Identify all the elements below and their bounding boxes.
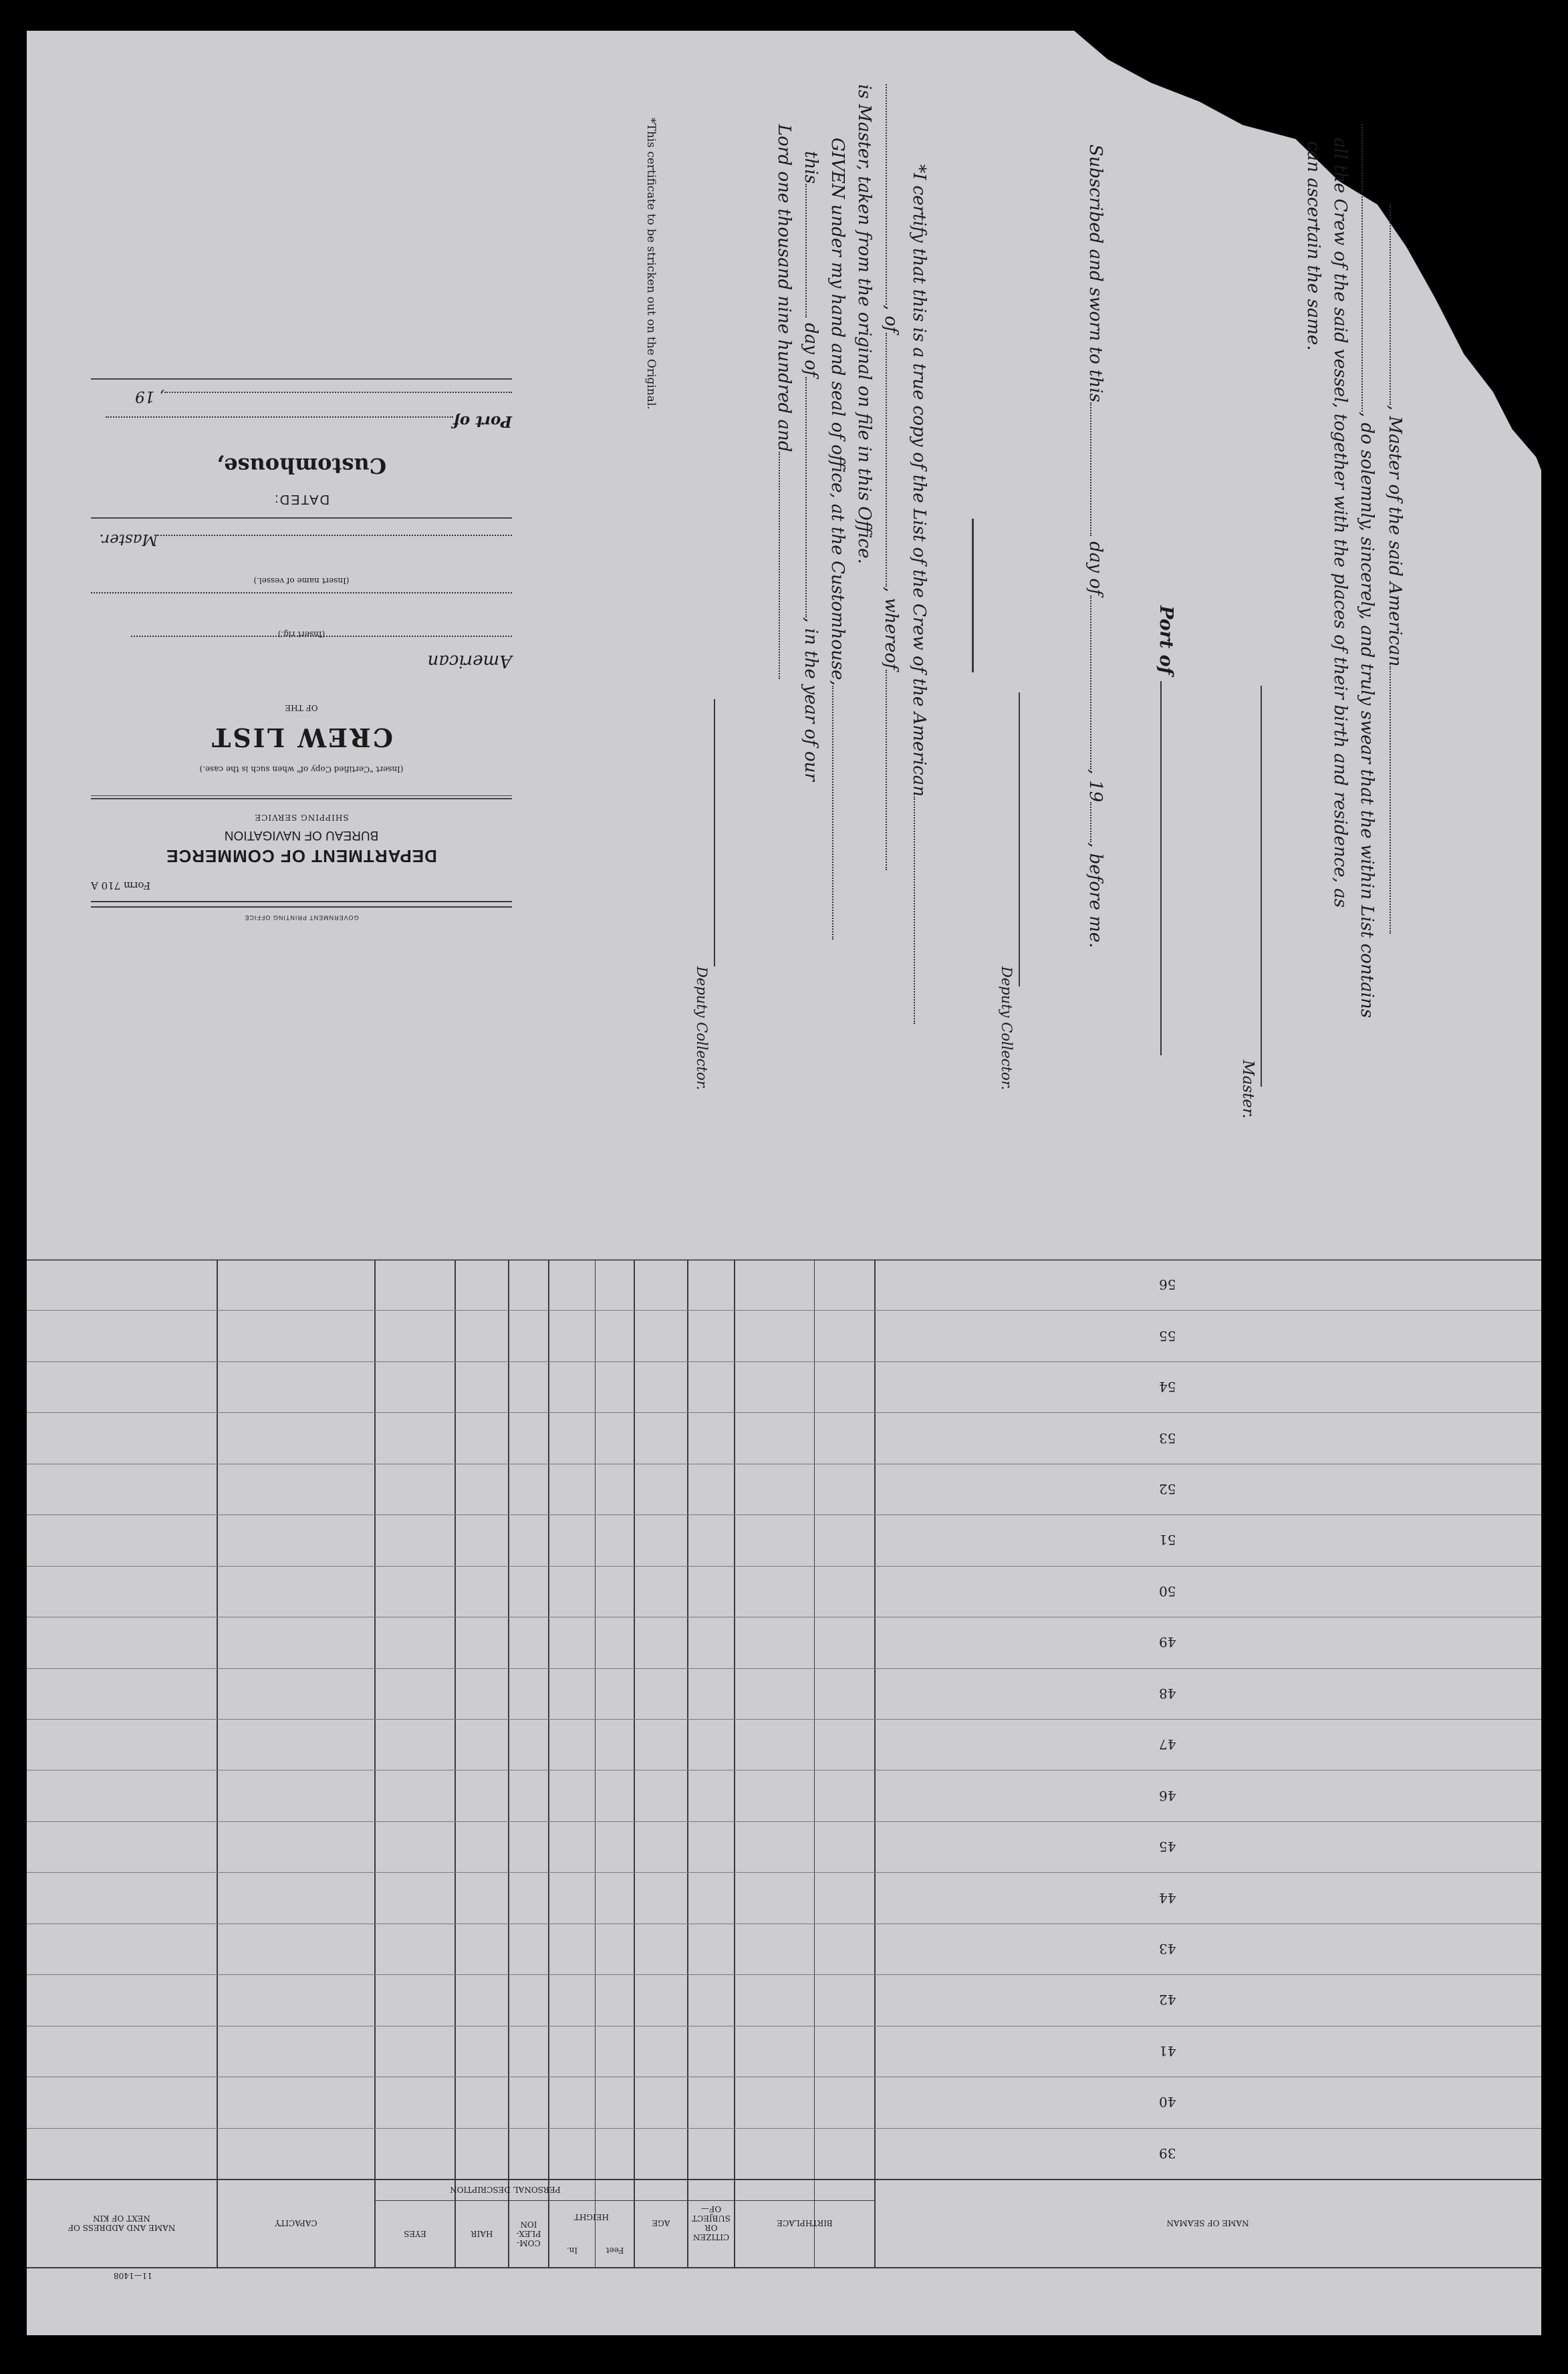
table-row [27,1361,1541,1362]
col-sep-feet [595,1259,596,2267]
footer-code: 11—1408 [114,2271,152,2280]
copy-deputy-collector: Deputy Collector. [694,966,710,1091]
cover-port-line: Port of [106,412,512,430]
insert-rig-note: (Insert rig.) [277,630,325,639]
row-number: 52 [1159,1481,1176,1497]
oath-master-of-american: , Master of the said American [1385,405,1405,667]
oath-line-1 [1385,205,1405,934]
row-number: 46 [1159,1788,1176,1804]
vessel-name-line [91,592,512,594]
bureau-title: BUREAU OF NAVIGATION [224,828,379,842]
table-row [27,1514,1541,1515]
col-sep-birthplace [734,1259,735,2267]
row-number: 43 [1159,1941,1176,1957]
row-number: 42 [1159,1992,1176,2008]
table-row [27,1566,1541,1567]
table-row [27,1872,1541,1873]
copy-line-6: Lord one thousand nine hundred and [774,124,794,679]
oath-line-2: , do solemnly, sincerely, and truly swear that the within List contains [1357,124,1377,1018]
header-eyes: EYES [404,2229,426,2238]
col-sep-citizen [687,1259,688,2267]
col-sep-name [874,1259,876,2267]
row-number: 48 [1159,1686,1176,1702]
col-sep-inches [548,1259,549,2267]
row-number: 41 [1159,2043,1176,2059]
cover-rule-top [91,906,512,908]
cover-year-line: , 19 [135,388,512,405]
copy-line-1: *I certify that this is a true copy of the List of the Crew of the American [909,164,929,1024]
header-inches: In. [566,2246,578,2255]
row-number: 56 [1159,1277,1176,1293]
cover-master-line: Master. [99,531,512,548]
dated-label: DATED: [273,492,330,507]
header-capacity: CAPACITY [275,2218,317,2228]
copy-line-3: is Master, taken from the original on file in this Office. [854,84,874,564]
row-number: 50 [1159,1583,1176,1599]
divider-rule [972,519,974,672]
row-number: 44 [1159,1890,1176,1906]
form-number: Form 710 A [91,880,151,892]
copy-line-2: , of, whereof [881,84,901,870]
header-personal-description: PERSONAL DESCRIPTION [450,2185,561,2194]
row-number: 40 [1159,2094,1176,2110]
table-row [27,1259,1541,1260]
header-name-of-seaman: NAME OF SEAMAN [1166,2218,1249,2228]
deputy-signature-line [1019,692,1020,986]
row-number: 51 [1159,1532,1176,1548]
table-row [27,1668,1541,1669]
master-signature-line [1261,686,1262,1087]
oath-master-label: Master. [1239,1060,1257,1119]
header-hair: HAIR [471,2229,493,2238]
header-citizen: CITIZEN OR SUBJECT OF— [692,2204,731,2242]
row-number: 45 [1159,1839,1176,1855]
table-bottom-rule [27,2267,1541,2268]
col-sep-complexion [508,1259,509,2267]
col-sep-hair [454,1259,456,2267]
row-number: 54 [1159,1379,1176,1395]
col-sep-age [634,1259,635,2267]
copy-line-5: this day of, in the year of our [801,151,821,781]
of-the-label: OF THE [285,703,318,712]
header-height: HEIGHT [573,2212,610,2222]
crew-list-title: CREW LIST [210,722,393,753]
header-complexion: COM-PLEX-ION [516,2220,541,2248]
printer-imprint: GOVERNMENT PRINTING OFFICE [244,914,359,921]
row-number: 39 [1159,2145,1176,2161]
header-feet: Feet [606,2246,624,2255]
header-birthplace: BIRTHPLACE [777,2218,833,2228]
cover-american-line: American [91,631,512,671]
customhouse-label: Customhouse, [216,453,387,479]
insert-name-note: (Insert name of vessel.) [253,576,350,585]
table-row [27,1310,1541,1311]
footnote: *This certificate to be stricken out on the Original. [644,118,658,410]
copy-deputy-signature-line [714,699,715,966]
table-row [27,1974,1541,1975]
cover-panel [91,378,512,906]
row-number: 47 [1159,1736,1176,1752]
oath-deputy-collector: Deputy Collector. [999,966,1015,1091]
col-sep-eyes [374,1259,376,2267]
col-sep-sub [814,1259,815,2267]
table-row [27,1719,1541,1720]
row-number: 49 [1159,1634,1176,1650]
header-age: AGE [652,2218,670,2228]
oath-line-4: can ascertain the same. [1303,141,1323,351]
row-number: 53 [1159,1430,1176,1446]
oath-subscribed-line: Subscribed and sworn to this day of, 19, before me. [1085,144,1105,948]
service-title: SHIPPING SERVICE [254,813,349,822]
insert-certified-copy-note: (Insert "Certified Copy of" when such is the case.) [199,765,404,774]
oath-line-3: all the Crew of the said vessel, together with the places of their birth and residence, as [1330,138,1350,908]
row-number: 55 [1159,1328,1176,1344]
department-title: DEPARTMENT OF COMMERCE [166,846,437,866]
table-row [27,2128,1541,2129]
document-sheet [27,31,1541,2335]
table-row [27,1412,1541,1413]
header-next-of-kin: NAME AND ADDRESS OF NEXT OF KIN [68,2214,176,2232]
copy-line-4: GIVEN under my hand and seal of office, at the Customhouse, [827,138,847,940]
col-sep-capacity [217,1259,218,2267]
oath-port-of: Port of [1156,606,1176,1055]
table-row [27,1821,1541,1822]
